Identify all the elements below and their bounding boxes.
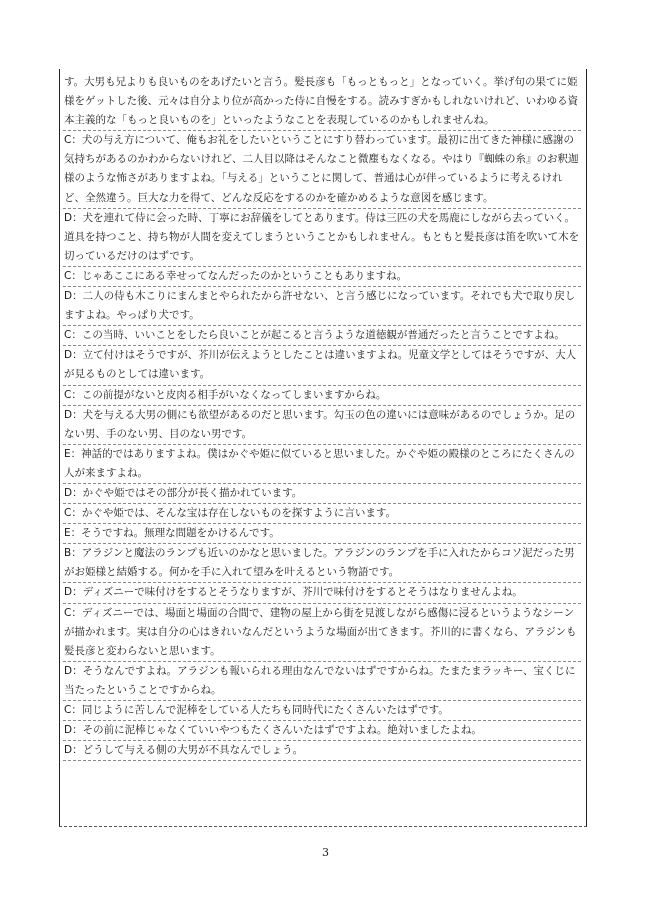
dialogue-paragraph: D：二人の侍も木こりにまんまとやられたから許せない、と言う感じになっています。それでも犬で取り戻しますよね。やっぱり犬です。 (63, 287, 581, 326)
dialogue-paragraph: C：同じように苦しんで泥棒をしている人たちも同時代にたくさんいたはずです。 (63, 701, 581, 721)
dialogue-paragraph: D：その前に泥棒じゃなくていいやつもたくさんいたはずですよね。絶対いましたよね。 (63, 721, 581, 741)
dialogue-paragraph: B：アラジンと魔法のランプも近いのかなと思いました。アラジンのランプを手に入れたからコソ泥だった男がお姫様と結婚する。何かを手に入れて望みを叶えるという物語です。 (63, 544, 581, 583)
dialogue-paragraph: E：神話的ではありますよね。僕はかぐや姫に似ていると思いました。かぐや姫の殿様のところにたくさんの人が来ますよね。 (63, 445, 581, 484)
dialogue-paragraph: D：そうなんですよね。アラジンも報いられる理由なんでないはずですからね。たまたまラッキー、宝くじに当たったということですからね。 (63, 662, 581, 701)
dialogue-paragraph: D：ディズニーで味付けをするとそうなりますが、芥川で味付けをするとそうはなりませんよね。 (63, 583, 581, 603)
dialogue-paragraph: C：じゃあここにある幸せってなんだったのかということもありますね。 (63, 267, 581, 287)
dialogue-paragraph: D：犬を連れて侍に会った時、丁寧にお辞儀をしてとあります。侍は三匹の犬を馬鹿にしながら去っていく。道具を持つこと、持ち物が人間を変えてしまうということかもしれません。もともと髪長彦は笛を吹いて木を切っているだけのはずです。 (63, 209, 581, 267)
dialogue-paragraph: D：立て付けはそうですが、芥川が伝えようとしたことは違いますよね。児童文学としてはそうですが、大人が見るものとしては違います。 (63, 346, 581, 385)
dialogue-paragraph: C：犬の与え方について、俺もお礼をしたいということにすり替わっています。最初に出てきた神様に感謝の気持ちがあるのかわからないけれど、二人目以降はそんなこと微塵もなくなる。やはり『蜘蛛の糸』のお釈迦様のような怖さがありますよね。「与える」ということに関して、普通は心が伴っているように考えるけれど、全然違う。巨大な力を得て、どんな反応をするのかを確かめるような意図を感じます。 (63, 131, 581, 208)
dialogue-paragraph: C：この当時、いいことをしたら良いことが起こると言うような道徳観が普通だったと言うことですよね。 (63, 326, 581, 346)
dialogue-paragraph: D：犬を与える大男の側にも欲望があるのだと思います。勾玉の色の違いには意味があるのでしょうか。足のない男、手のない男、目のない男です。 (63, 406, 581, 445)
document-body (63, 73, 581, 761)
dialogue-paragraph: C：この前提がないと皮肉る相手がいなくなってしまいますからね。 (63, 386, 581, 406)
dialogue-paragraph: E：そうですね。無理な問題をかけるんです。 (63, 524, 581, 544)
dialogue-paragraph: D：かぐや姫ではその部分が長く描かれています。 (63, 484, 581, 504)
dialogue-paragraph: C：ディズニーでは、場面と場面の合間で、建物の屋上から街を見渡しながら感傷に浸るというようなシーンが描かれます。実は自分の心はきれいなんだというような場面が出てきます。芥川的に書くなら、アラジンも髪長彦と変わらないと思います。 (63, 604, 581, 662)
dialogue-paragraph: C：かぐや姫では、そんな宝は存在しないものを探すように言います。 (63, 504, 581, 524)
dialogue-paragraph: D：どうして与える側の大男が不具なんでしょう。 (63, 741, 581, 761)
page-number: 3 (322, 846, 329, 859)
dialogue-paragraph: す。大男も兄よりも良いものをあげたいと言う。髪長彦も「もっともっと」となっていく。挙げ句の果てに姫様をゲットした後、元々は自分より位が高かった侍に自慢をする。読みすぎかもしれないけれど、いわゆる資本主義的な「もっと良いものを」といったようなことを表現しているのかもしれませんね。 (63, 73, 581, 131)
